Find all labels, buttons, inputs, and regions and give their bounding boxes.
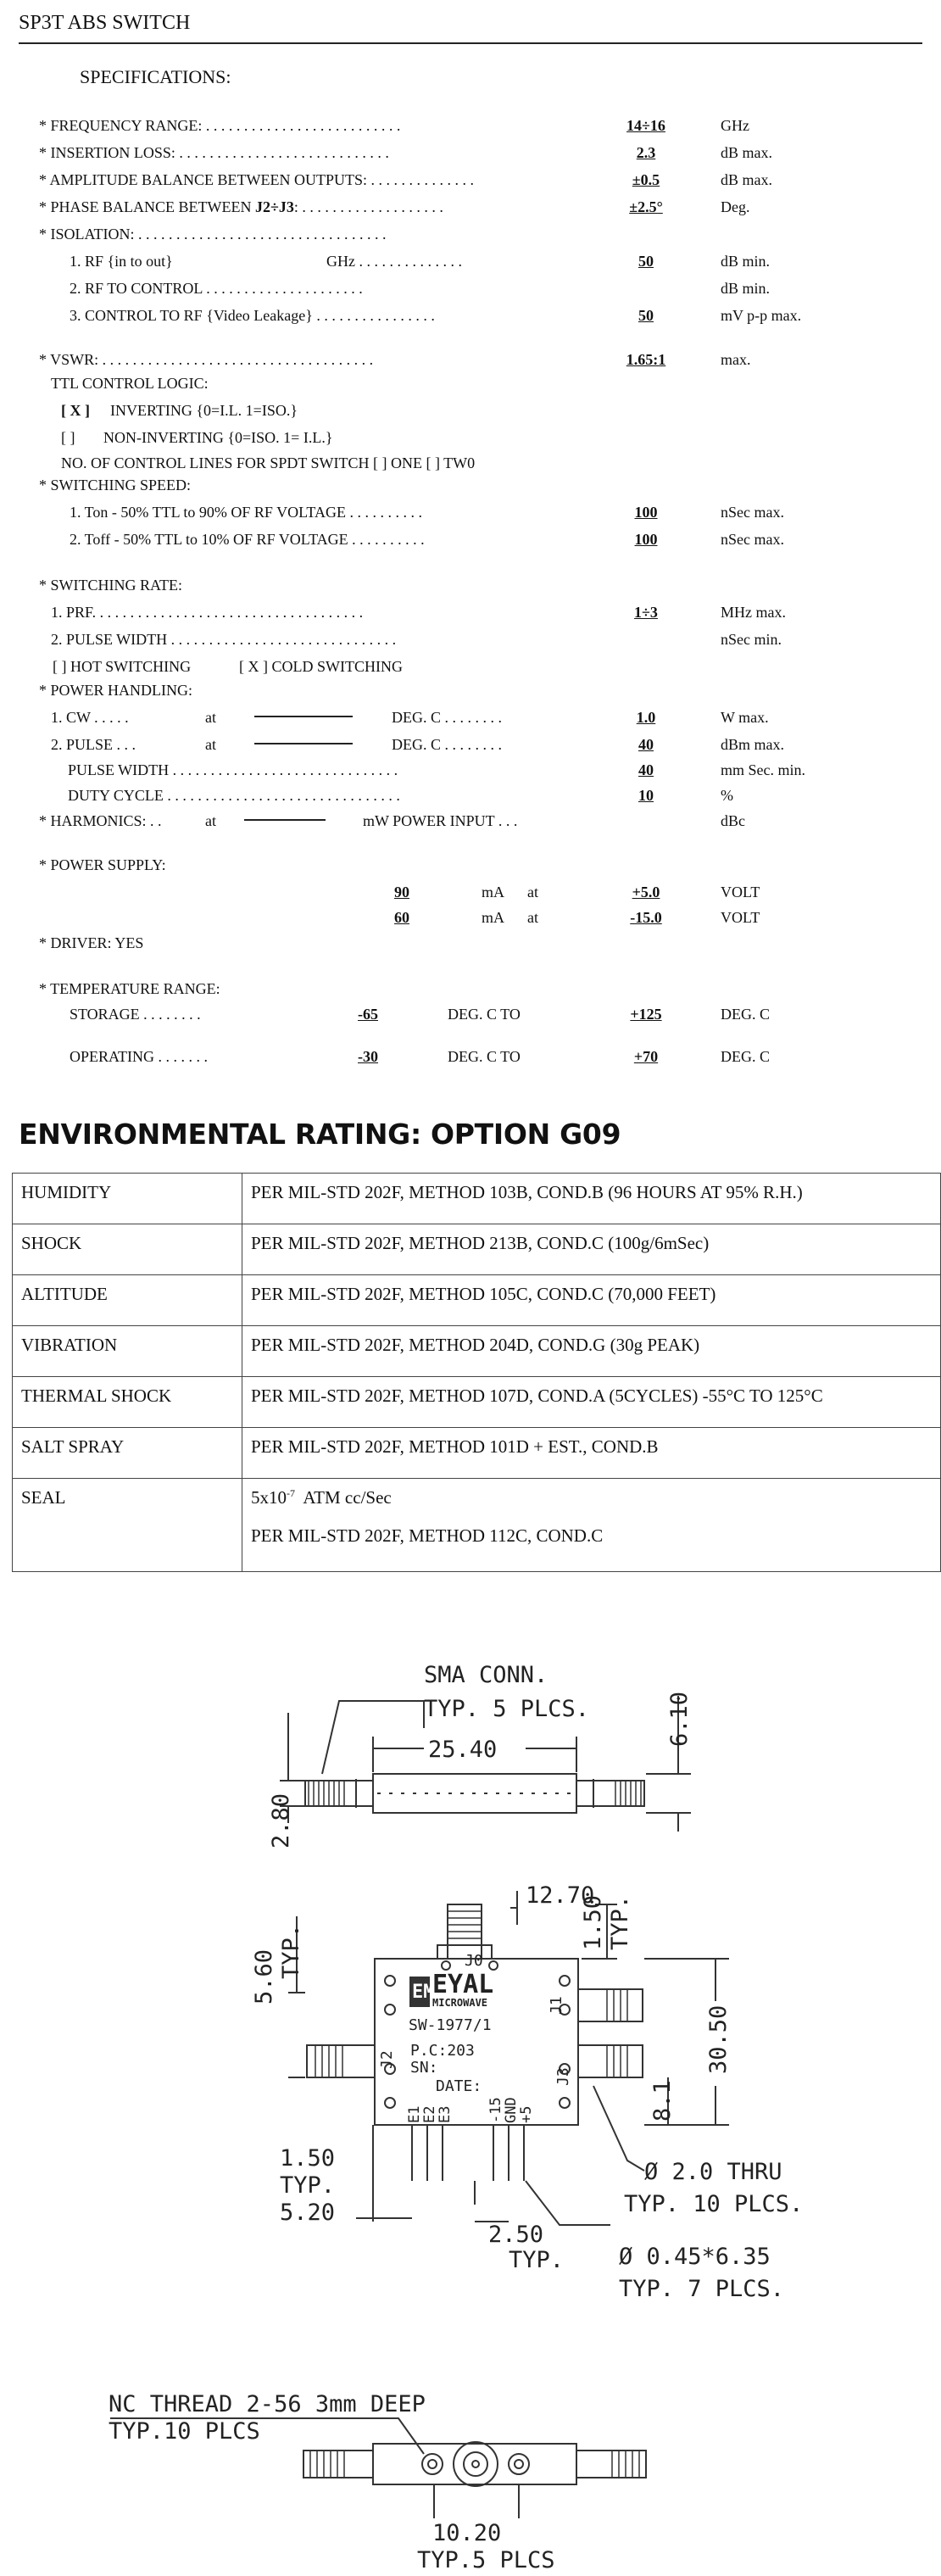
spec-unit: dB min.	[721, 280, 771, 297]
spec-label: * SWITCHING SPEED:	[39, 477, 191, 493]
dim-5-20: 5.20	[280, 2200, 336, 2226]
spec-row-harmonics	[0, 812, 941, 836]
spec-unit: dB min.	[721, 253, 771, 270]
spec-label: * POWER SUPPLY:	[39, 856, 166, 873]
blank-line	[254, 743, 353, 744]
spec-row-operating	[0, 1048, 941, 1072]
table-row	[13, 1377, 941, 1428]
table-cell-key: SALT SPRAY	[13, 1428, 242, 1479]
dim-5-60: 5.60	[251, 1949, 277, 2004]
dim-30-50: 30.50	[705, 2004, 732, 2074]
spec-row-duty-cycle	[0, 787, 941, 811]
spec-value: 10	[638, 787, 654, 804]
spec-label: 1. RF {in to out}	[70, 253, 173, 270]
spec-row-temperature	[0, 980, 941, 1004]
spec-at: at	[527, 884, 538, 900]
dim-6-10: 6.10	[666, 1691, 693, 1747]
table-cell-value: PER MIL-STD 202F, METHOD 107D, COND.A (5CYCLES) -55°C TO 125°C	[242, 1377, 941, 1428]
checkbox-mark: [ X ]	[61, 402, 90, 419]
hot-switching: [ ] HOT SWITCHING	[53, 658, 192, 675]
document-title: SP3T ABS SWITCH	[19, 12, 191, 34]
label-typ-5-plcs-b: TYP.5 PLCS	[417, 2547, 555, 2573]
mechanical-drawing	[0, 1611, 941, 2576]
spec-label: NON-INVERTING {0=ISO. 1= I.L.}	[103, 429, 333, 446]
spec-row-pulse-width-2	[0, 761, 941, 785]
blank-line	[254, 716, 353, 717]
spec-row-pulse	[0, 736, 941, 760]
pin-minus15: -15	[487, 2097, 504, 2123]
dim-hole-2-0: Ø 2.0 THRU	[644, 2159, 782, 2185]
spec-row-ttl	[0, 375, 941, 399]
table-row	[13, 1275, 941, 1326]
logo-em: EM	[412, 1982, 435, 2003]
table-row	[13, 1479, 941, 1572]
dim-typ: TYP.	[278, 1923, 304, 1979]
dim-10-20: 10.20	[432, 2520, 502, 2546]
spec-row-storage	[0, 1006, 941, 1029]
spec-label: * AMPLITUDE BALANCE BETWEEN OUTPUTS: . . . . . . . . . . . . . .	[39, 171, 474, 188]
spec-unit: dBm max.	[721, 736, 784, 753]
spec-row-isolation-2	[0, 280, 941, 304]
table-cell-value: $5x10^{-7}$ ATM cc/Sec PER MIL-STD 202F, METHOD 112C, COND.C	[242, 1479, 941, 1572]
table-row	[13, 1326, 941, 1377]
table-row	[13, 1174, 941, 1224]
dim-typ-7-plcs: TYP. 7 PLCS.	[619, 2276, 785, 2302]
spec-value: ±0.5	[632, 171, 660, 188]
table-row	[13, 1428, 941, 1479]
spec-row-isolation-3	[0, 307, 941, 331]
spec-unit: dB max.	[721, 171, 772, 188]
spec-row-prf	[0, 604, 941, 627]
spec-label: STORAGE . . . . . . . .	[70, 1006, 201, 1023]
label-typ-10-plcs: TYP.10 PLCS	[109, 2418, 260, 2445]
spec-unit: VOLT	[721, 884, 760, 900]
spec-value: 100	[634, 504, 658, 521]
temp-low: -30	[358, 1048, 378, 1065]
spec-label: 1. CW . . . . .	[51, 709, 129, 726]
blank-line	[244, 819, 326, 821]
spec-row-driver	[0, 934, 941, 958]
table-cell-key: THERMAL SHOCK	[13, 1377, 242, 1428]
spec-value: ±2.5°	[629, 198, 663, 215]
supply-unit: mA	[482, 909, 504, 926]
dim-1-50-b: 1.50	[280, 2145, 336, 2172]
spec-label: 1. PRF. . . . . . . . . . . . . . . . . . . . . . . . . . . . . . . . . . . .	[51, 604, 364, 621]
specifications-heading: SPECIFICATIONS:	[80, 66, 231, 87]
spec-value: 1÷3	[634, 604, 658, 621]
label-sn: SN:	[410, 2059, 438, 2077]
spec-label: 3. CONTROL TO RF {Video Leakage} . . . . . . . . . . . . . . . .	[70, 307, 435, 324]
pin-e1: E1	[406, 2105, 423, 2123]
spec-unit: W max.	[721, 709, 769, 726]
spec-label: * POWER HANDLING:	[39, 682, 192, 699]
spec-label: 2. RF TO CONTROL . . . . . . . . . . . . . . . . . . . . .	[70, 280, 363, 297]
spec-unit: mV p-p max.	[721, 307, 802, 324]
spec-row-ton	[0, 504, 941, 527]
dim-12-70: 12.70	[526, 1882, 595, 1909]
spec-at: at	[205, 812, 216, 829]
spec-row-phase-balance	[0, 198, 941, 222]
spec-row-switching-speed	[0, 477, 941, 500]
environmental-rating-table	[12, 1173, 941, 1572]
spec-unit: GHz	[721, 117, 749, 134]
label-nc-thread: NC THREAD 2-56 3mm DEEP	[109, 2391, 426, 2417]
spec-unit: nSec min.	[721, 631, 782, 648]
spec-label: * TEMPERATURE RANGE:	[39, 980, 220, 997]
dim-2-80: 2.80	[268, 1793, 294, 1848]
spec-label: * DRIVER: YES	[39, 934, 144, 951]
supply-voltage: +5.0	[632, 884, 660, 900]
supply-unit: mA	[482, 884, 504, 900]
supply-voltage: -15.0	[630, 909, 662, 926]
supply-current: 90	[394, 884, 409, 900]
spec-at: at	[205, 736, 216, 753]
table-cell-value: PER MIL-STD 202F, METHOD 105C, COND.C (70,000 FEET)	[242, 1275, 941, 1326]
logo-eyal: EYAL	[432, 1970, 494, 1999]
spec-row-inverting	[0, 402, 941, 426]
spec-mid: GHz . . . . . . . . . . . . . .	[326, 253, 462, 270]
label-date: DATE:	[436, 2077, 482, 2095]
spec-unit: %	[721, 787, 733, 804]
spec-value: 1.0	[636, 709, 656, 726]
table-cell-value: PER MIL-STD 202F, METHOD 204D, COND.G (30g PEAK)	[242, 1326, 941, 1377]
spec-row-hot-cold	[0, 658, 941, 682]
spec-label: 2. PULSE WIDTH . . . . . . . . . . . . . . . . . . . . . . . . . . . . . .	[51, 631, 397, 648]
spec-row-frequency	[0, 117, 941, 141]
dim-25-40: 25.40	[428, 1737, 498, 1763]
dim-typ: TYP.	[607, 1894, 633, 1950]
spec-row-non-inverting	[0, 429, 941, 453]
temp-low: -65	[358, 1006, 378, 1023]
spec-value: 1.65:1	[626, 351, 666, 368]
spec-unit: Deg.	[721, 198, 750, 215]
table-cell-key: HUMIDITY	[13, 1174, 242, 1224]
table-cell-key: SEAL	[13, 1479, 242, 1572]
spec-mid: DEG. C TO	[448, 1006, 521, 1023]
spec-row-switching-rate	[0, 577, 941, 600]
supply-current: 60	[394, 909, 409, 926]
dim-typ-3: TYP.	[509, 2247, 565, 2273]
environmental-rating-heading: ENVIRONMENTAL RATING: OPTION G09	[19, 1118, 621, 1151]
spec-label: * INSERTION LOSS: . . . . . . . . . . . . . . . . . . . . . . . . . . . .	[39, 144, 389, 161]
pin-gnd: GND	[503, 2097, 520, 2123]
dim-2-50: 2.50	[488, 2222, 544, 2248]
spec-unit: dBc	[721, 812, 745, 829]
spec-mid: mW POWER INPUT . . .	[363, 812, 518, 829]
dim-1-50: 1.50	[580, 1894, 606, 1950]
spec-value: 40	[638, 761, 654, 778]
table-cell-value: PER MIL-STD 202F, METHOD 213B, COND.C (100g/6mSec)	[242, 1224, 941, 1275]
spec-label: DUTY CYCLE . . . . . . . . . . . . . . . . . . . . . . . . . . . . . . .	[68, 787, 400, 804]
spec-label: 2. PULSE . . .	[51, 736, 136, 753]
checkbox-mark: [ ]	[61, 429, 75, 446]
spec-unit: nSec max.	[721, 531, 784, 548]
table-cell-key: SHOCK	[13, 1224, 242, 1275]
cold-switching: [ X ] COLD SWITCHING	[239, 658, 403, 675]
spec-row-vswr	[0, 351, 941, 375]
spec-at: at	[527, 909, 538, 926]
spec-unit: VOLT	[721, 909, 760, 926]
dim-typ-10-plcs: TYP. 10 PLCS.	[624, 2191, 804, 2217]
label-j2: J2	[378, 2050, 396, 2069]
label-pc: P.C:203	[410, 2042, 475, 2060]
spec-row-power-handling	[0, 682, 941, 705]
label-j1: J1	[548, 1996, 565, 2015]
spec-unit: max.	[721, 351, 751, 368]
spec-value: 100	[634, 531, 658, 548]
spec-row-power-supply	[0, 856, 941, 880]
table-cell-value: PER MIL-STD 202F, METHOD 103B, COND.B (96 HOURS AT 95% R.H.)	[242, 1174, 941, 1224]
spec-label: 1. Ton - 50% TTL to 90% OF RF VOLTAGE . . . . . . . . . .	[70, 504, 422, 521]
label-model: SW-1977/1	[409, 2016, 492, 2034]
table-cell-value: PER MIL-STD 202F, METHOD 101D + EST., COND.B	[242, 1428, 941, 1479]
spec-value: 14÷16	[626, 117, 665, 134]
table-row	[13, 1224, 941, 1275]
spec-label: * HARMONICS: . .	[39, 812, 162, 829]
spec-row-amplitude-balance	[0, 171, 941, 195]
spec-row-supply-1	[0, 884, 941, 907]
drawing-labels	[109, 1662, 803, 2573]
spec-label: NO. OF CONTROL LINES FOR SPDT SWITCH [ ] ONE [ ] TW0	[61, 454, 476, 471]
spec-unit: mm Sec. min.	[721, 761, 805, 778]
spec-value: 2.3	[636, 144, 656, 161]
temp-high: +70	[633, 1048, 659, 1065]
label-sma-conn: SMA CONN.	[424, 1662, 548, 1688]
specifications-list	[0, 0, 941, 1094]
pin-plus5: +5	[518, 2105, 535, 2123]
spec-row-control-lines	[0, 454, 941, 478]
spec-label: * PHASE BALANCE BETWEEN J2÷J3: . . . . . . . . . . . . . . . . . . .	[39, 198, 443, 215]
dim-0-45: Ø 0.45*6.35	[619, 2244, 771, 2270]
spec-row-insertion-loss	[0, 144, 941, 168]
spec-row-toff	[0, 531, 941, 555]
spec-row-pulse-width	[0, 631, 941, 655]
spec-value: 50	[638, 253, 654, 270]
spec-label: * FREQUENCY RANGE: . . . . . . . . . . . . . . . . . . . . . . . . . .	[39, 117, 401, 134]
spec-unit: MHz max.	[721, 604, 786, 621]
spec-mid: DEG. C . . . . . . . .	[392, 709, 502, 726]
dim-8-1: 8.1	[649, 2080, 676, 2122]
spec-label: * ISOLATION: . . . . . . . . . . . . . . . . . . . . . . . . . . . . . . . . .	[39, 226, 387, 243]
spec-mid: DEG. C . . . . . . . .	[392, 736, 502, 753]
spec-unit: nSec max.	[721, 504, 784, 521]
label-typ-5-plcs: TYP. 5 PLCS.	[424, 1696, 590, 1722]
spec-unit: DEG. C	[721, 1048, 770, 1065]
spec-label: PULSE WIDTH . . . . . . . . . . . . . . . . . . . . . . . . . . . . . .	[68, 761, 398, 778]
spec-label: 2. Toff - 50% TTL to 10% OF RF VOLTAGE . . . . . . . . . .	[70, 531, 425, 548]
label-j3: J3	[554, 2067, 572, 2086]
spec-at: at	[205, 709, 216, 726]
pin-e2: E2	[421, 2105, 438, 2123]
spec-value: 40	[638, 736, 654, 753]
spec-label: OPERATING . . . . . . .	[70, 1048, 209, 1065]
spec-row-cw	[0, 709, 941, 733]
spec-label: * VSWR: . . . . . . . . . . . . . . . . . . . . . . . . . . . . . . . . . . . .	[39, 351, 374, 368]
table-cell-key: VIBRATION	[13, 1326, 242, 1377]
spec-value: 50	[638, 307, 654, 324]
table-cell-key: ALTITUDE	[13, 1275, 242, 1326]
label-j0: J0	[465, 1952, 483, 1970]
spec-mid: DEG. C TO	[448, 1048, 521, 1065]
spec-label: INVERTING {0=I.L. 1=ISO.}	[110, 402, 298, 419]
logo-microwave: MICROWAVE	[432, 1997, 488, 2009]
pin-e3: E3	[437, 2105, 454, 2123]
spec-row-isolation	[0, 226, 941, 249]
dim-typ-2: TYP.	[280, 2172, 336, 2199]
temp-high: +125	[630, 1006, 662, 1023]
spec-label: * SWITCHING RATE:	[39, 577, 182, 594]
spec-unit: DEG. C	[721, 1006, 770, 1023]
spec-unit: dB max.	[721, 144, 772, 161]
spec-label: TTL CONTROL LOGIC:	[51, 375, 209, 392]
spec-row-supply-2	[0, 909, 941, 933]
spec-row-isolation-1	[0, 253, 941, 276]
